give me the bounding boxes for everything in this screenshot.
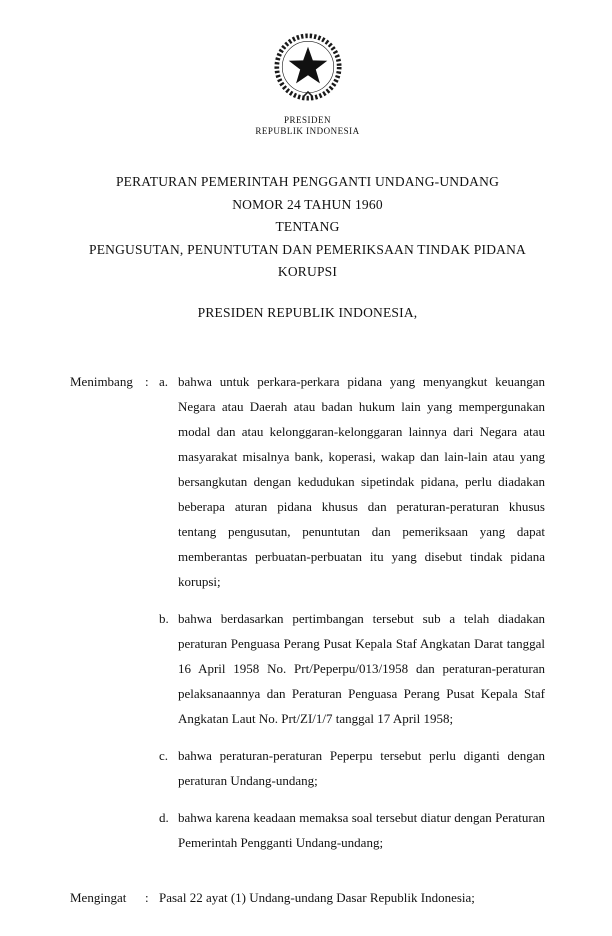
legal-basis-section [70,885,545,910]
item-marker-c: c. [159,747,169,763]
item-marker-d: d. [159,809,169,825]
title-line-tentang: TENTANG [275,219,340,234]
considerations-section [70,369,545,855]
title-line-regulation-type: PERATURAN PEMERINTAH PENGGANTI UNDANG-UNDANG [115,174,500,189]
consideration-item-d [159,805,545,855]
title-line-subject-2: KORUPSI [277,264,338,279]
consideration-item-b [159,606,545,731]
org-name-republik-indonesia: REPUBLIK INDONESIA [255,126,360,136]
item-marker-b: b. [159,610,169,626]
legal-basis-colon: : [145,889,149,905]
item-marker-a: a. [159,373,169,389]
considerations-colon: : [145,373,149,389]
item-text-a: bahwa untuk perkara-perkara pidana yang menyangkut keuangan Negara atau Daerah atau badan hukum lain yang mempergunakan modal dan atau kelonggaran-kelonggaran lainnya dari Negara atau masyarakat misalnya bank, koperasi, wakap dan lain-lain atau yang bersangkutan dengan kedudukan sipetindak pidana, perlu diadakan beberapa aturan pidana khusus dan peraturan-peraturan khusus tentang pengusutan, penuntutan dan pemeriksaan yang dapat memberantas perbuatan-perbuatan itu yang disebut tindak pidana korupsi; [178,373,545,589]
legal-basis-text: Pasal 22 ayat (1) Undang-undang Dasar Republik Indonesia; [159,889,475,905]
org-name-presiden: PRESIDEN [283,115,331,125]
document-header [70,28,545,137]
legal-basis-label: Mengingat [70,889,127,905]
considerations-items [159,369,545,855]
item-text-d: bahwa karena keadaan memaksa soal tersebut diatur dengan Peraturan Pemerintah Pengganti Undang-undang; [178,809,545,850]
item-text-b: bahwa berdasarkan pertimbangan tersebut sub a telah diadakan peraturan Penguasa Perang Pusat Kepala Staf Angkatan Darat tanggal 16 April 1958 No. Prt/Peperpu/013/1958 dan peraturan-peraturan pelaksanaannya dan Peraturan Penguasa Perang Pusat Kepala Staf Angkatan Laut No. Prt/ZI/1/7 tanggal 17 April 1958; [178,610,545,726]
item-text-c: bahwa peraturan-peraturan Peperpu tersebut perlu diganti dengan peraturan Undang-undang; [178,747,545,788]
title-block [70,171,545,284]
salutation: PRESIDEN REPUBLIK INDONESIA, [197,304,418,320]
title-line-number-year: NOMOR 24 TAHUN 1960 [232,196,383,212]
considerations-label: Menimbang [70,373,133,389]
consideration-item-a [159,369,545,594]
title-line-subject: PENGUSUTAN, PENUNTUTAN DAN PEMERIKSAAN TINDAK PIDANA [89,241,526,257]
presidential-seal-star-icon [269,28,347,106]
consideration-item-c [159,743,545,793]
